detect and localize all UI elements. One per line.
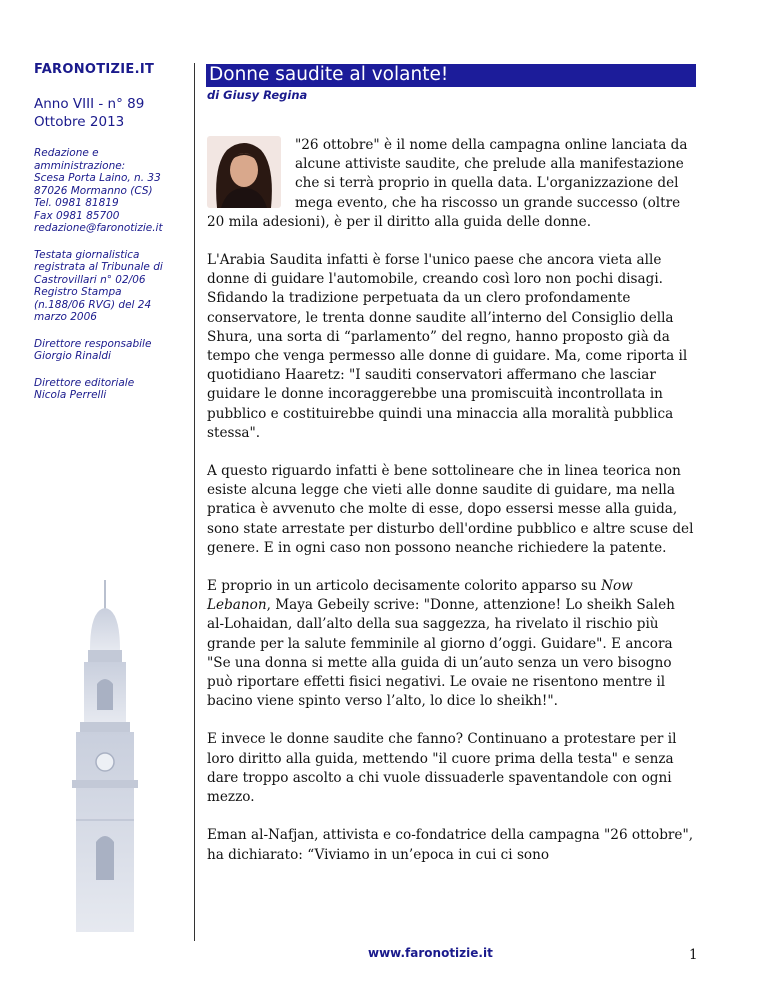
paragraph-text: "26 ottobre" è il nome della campagna online lanciata da alcune attiviste saudite, che prelude alla manifestazione che si terrà proprio in quella data. L'organizzazione del mega evento, che ha riscosso un grande successo (oltre 20 mila adesioni), è per il diritto alla guida delle donne. bbox=[207, 137, 688, 230]
direttore-editoriale bbox=[34, 377, 184, 402]
direttore-responsabile bbox=[34, 338, 184, 363]
redazione-line: Fax 0981 85700 bbox=[34, 209, 120, 222]
masthead-sidebar bbox=[34, 62, 184, 402]
article-byline: di Giusy Regina bbox=[207, 88, 308, 102]
article-paragraph-6: Eman al-Nafjan, attivista e co-fondatrice della campagna "26 ottobre", ha dichiarato: “Viviamo in un’epoca in cui ci sono bbox=[207, 827, 694, 863]
redazione-info bbox=[34, 147, 184, 235]
testata-line: (n.188/06 RVG) del 24 bbox=[34, 298, 152, 311]
redazione-line: 87026 Mormanno (CS) bbox=[34, 184, 153, 197]
paragraph-text: , Maya Gebeily scrive: "Donne, attenzione! Lo sheikh Saleh al-Lohaidan, dall’alto della sua saggezza, ha rivelato il rischio più grande per la salute femminile al giorno d’oggi. Guidare". E ancora "Se una donna si mette alla guida di un’auto senza un vero bisogno può riportare effetti fisici negativi. Le ovaie ne risentono mentre il bacino viene spinto verso l’alto, lo dice lo sheikh!". bbox=[207, 597, 675, 710]
article-title: Donne saudite al volante! bbox=[209, 64, 449, 85]
source-name: Now Lebanon bbox=[207, 578, 633, 614]
testata-line: marzo 2006 bbox=[34, 311, 97, 323]
direttore-label: Direttore editoriale bbox=[34, 376, 135, 389]
testata-line: Registro Stampa bbox=[34, 286, 122, 298]
redazione-line: Redazione e bbox=[34, 147, 99, 159]
article-paragraph-3: A questo riguardo infatti è bene sottolineare che in linea teorica non esiste alcuna legge che vieti alle donne saudite di guidare, ma nella pratica è avvenuto che molte di esse, dopo essersi messe alla guida, sono state arrestate per disturbo dell'ordine pubblico e altre scuse del genere. E in ogni caso non possono neanche richiedere la patente. bbox=[207, 463, 694, 556]
redazione-line: Scesa Porta Laino, n. 33 bbox=[34, 172, 161, 184]
bell-tower-illustration bbox=[50, 580, 160, 940]
article-paragraph-4 bbox=[207, 577, 694, 711]
article-body bbox=[207, 136, 694, 884]
article-paragraph-1 bbox=[207, 136, 694, 232]
direttore-label: Direttore responsabile bbox=[34, 337, 152, 350]
testata-line: Castrovillari n° 02/06 bbox=[34, 273, 146, 286]
author-photo bbox=[207, 136, 281, 208]
issue-number: Anno VIII - n° 89 bbox=[34, 96, 145, 112]
testata-line: Testata giornalistica bbox=[34, 248, 140, 261]
direttore-name: Giorgio Rinaldi bbox=[34, 350, 111, 362]
redazione-email: redazione@faronotizie.it bbox=[34, 222, 163, 234]
testata-line: registrata al Tribunale di bbox=[34, 261, 163, 273]
article-paragraph-5: E invece le donne saudite che fanno? Continuano a protestare per il loro diritto alla guida, mettendo "il cuore prima della testa" e senza dare troppo ascolto a chi vuole dissuaderle spaventandole con ogni mezzo. bbox=[207, 731, 677, 806]
article-paragraph-2: L'Arabia Saudita infatti è forse l'unico paese che ancora vieta alle donne di guidare l'automobile, creando così loro non pochi disagi. Sfidando la tradizione perpetuata da un clero profondamente conservatore, le trenta donne saudite all’interno del Consiglio della Shura, una sorta di “parlamento” del regno, hanno proposto già da tempo che venga permesso alle donne di guidare. Ma, come riporta il quotidiano Haaretz: "I sauditi conservatori affermano che lasciar guidare le donne incoraggerebbe una promiscuità incontrollata in pubblico e costituirebbe quindi una minaccia alla moralità pubblica stessa". bbox=[207, 252, 688, 441]
testata-info bbox=[34, 249, 184, 324]
paragraph-text: E proprio in un articolo decisamente colorito apparso su bbox=[207, 578, 602, 595]
issue-info bbox=[34, 95, 184, 131]
redazione-line: amministrazione: bbox=[34, 159, 126, 172]
brand-name: FARONOTIZIE.IT bbox=[34, 62, 155, 77]
issue-date: Ottobre 2013 bbox=[34, 114, 125, 130]
column-divider bbox=[194, 63, 195, 941]
redazione-line: Tel. 0981 81819 bbox=[34, 197, 119, 209]
footer-website-link[interactable]: www.faronotizie.it bbox=[368, 946, 493, 960]
direttore-name: Nicola Perrelli bbox=[34, 389, 107, 401]
page-number: 1 bbox=[689, 947, 698, 963]
title-bar bbox=[206, 64, 696, 87]
